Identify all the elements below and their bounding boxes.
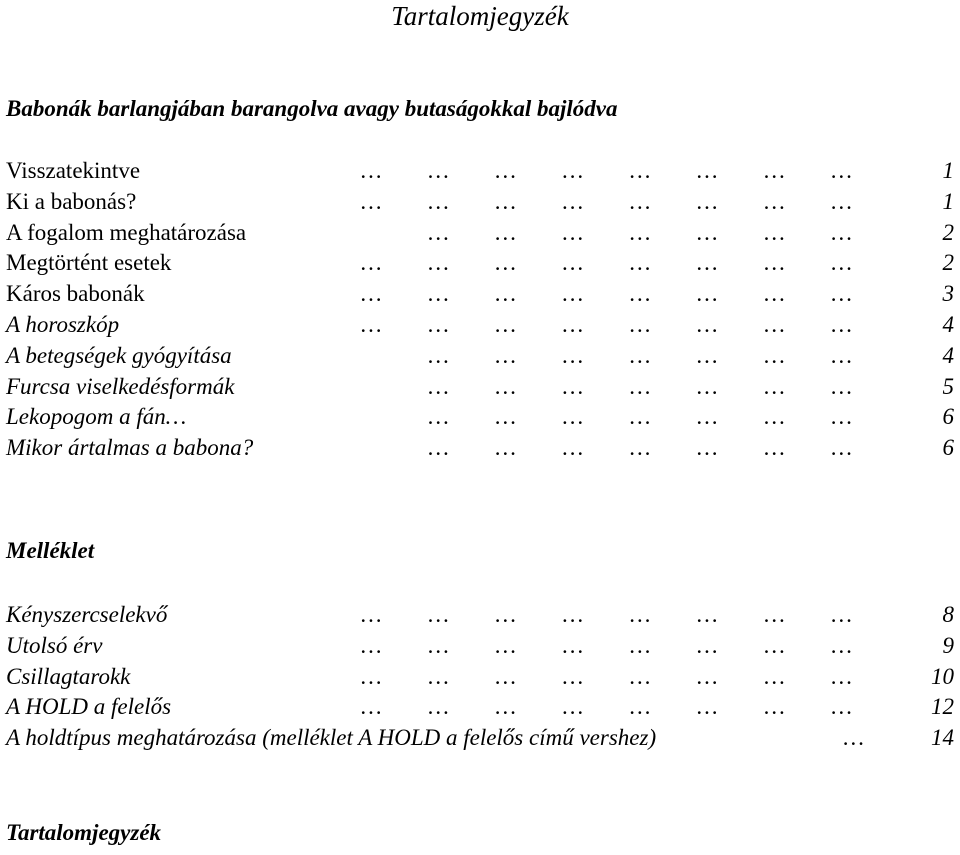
toc-leader: … … … … … … … …: [361, 602, 852, 627]
toc-entry-page: 1: [942, 158, 954, 183]
toc-entry[interactable]: [0, 723, 960, 754]
toc-leader: … … … … … … …: [428, 435, 852, 461]
toc-leader: …: [843, 725, 864, 751]
toc-entry[interactable]: [0, 187, 960, 218]
toc-entry-label: Lekopogom a fán…: [6, 404, 187, 430]
toc-entry-label: Visszatekintve: [6, 158, 141, 183]
toc-entry-label: A horoszkóp: [6, 311, 120, 337]
toc-entry-page: 4: [942, 311, 954, 337]
toc-entry[interactable]: [0, 156, 960, 187]
toc-entry[interactable]: [0, 433, 960, 464]
toc-entry-page: 12: [931, 694, 954, 720]
toc-entry-page: 4: [942, 342, 954, 368]
toc-leader: … … … … … … …: [428, 373, 852, 399]
toc-leader: … … … … … … …: [428, 404, 852, 430]
toc-entry-page: 1: [942, 188, 954, 214]
toc-entry-label: Káros babonák: [6, 281, 145, 307]
toc-entry-label: A fogalom meghatározása: [6, 219, 247, 245]
toc-entry-label: A betegségek gyógyítása: [6, 342, 232, 368]
toc-entry-page: 8: [942, 602, 954, 627]
toc-entry[interactable]: [0, 279, 960, 310]
toc-entry-page: 3: [942, 281, 954, 307]
toc-entry[interactable]: [0, 631, 960, 662]
page-title: Tartalomjegyzék: [391, 1, 569, 31]
toc-entry-label: A holdtípus meghatározása (melléklet A HOLD a felelős című vershez): [6, 725, 657, 751]
toc-entry-label: Ki a babonás?: [6, 188, 137, 214]
toc-appendix-list: [0, 600, 960, 754]
toc-entry-label: Csillagtarokk: [6, 663, 131, 689]
toc-leader: … … … … … … … …: [361, 632, 852, 658]
toc-entry-page: 5: [942, 373, 954, 399]
toc-entry[interactable]: [0, 600, 960, 631]
toc-entry-label: Furcsa viselkedésformák: [6, 373, 235, 399]
toc-leader: … … … … … … …: [428, 342, 852, 368]
document-subtitle: Babonák barlangjában barangolva avagy butaságokkal bajlódva: [6, 96, 618, 121]
toc-entry-label: Mikor ártalmas a babona?: [6, 435, 254, 461]
toc-leader: … … … … … … … …: [361, 694, 852, 720]
toc-leader: … … … … … … … …: [361, 158, 852, 183]
toc-leader: … … … … … … … …: [361, 281, 852, 307]
toc-entry[interactable]: [0, 372, 960, 403]
toc-leader: … … … … … … … …: [361, 188, 852, 214]
toc-leader: … … … … … … … …: [361, 250, 852, 276]
toc-entry-page: 14: [931, 725, 954, 751]
toc-entry[interactable]: [0, 341, 960, 372]
appendix-heading: Melléklet: [6, 538, 95, 563]
toc-entry-label: Megtörtént esetek: [6, 250, 172, 276]
toc-leader: … … … … … … …: [428, 219, 852, 245]
toc-entry-label: Kényszercselekvő: [6, 602, 168, 627]
toc-entry[interactable]: [0, 248, 960, 279]
toc-entry-page: 6: [942, 435, 954, 461]
toc-main-list: [0, 156, 960, 464]
toc-entry[interactable]: [0, 402, 960, 433]
toc-entry-page: 9: [942, 632, 954, 658]
toc-entry-page: 2: [942, 219, 954, 245]
toc-entry[interactable]: [0, 662, 960, 693]
toc-entry-page: 10: [931, 663, 954, 689]
toc-entry[interactable]: [0, 310, 960, 341]
toc-leader: … … … … … … … …: [361, 663, 852, 689]
toc-entry[interactable]: [0, 218, 960, 249]
toc-entry-label: Utolsó érv: [6, 632, 103, 658]
toc-entry[interactable]: [0, 692, 960, 723]
footer-heading: Tartalomjegyzék: [6, 820, 162, 845]
toc-entry-label: A HOLD a felelős: [6, 694, 172, 720]
toc-leader: … … … … … … … …: [361, 311, 852, 337]
toc-entry-page: 2: [942, 250, 954, 276]
toc-entry-page: 6: [942, 404, 954, 430]
